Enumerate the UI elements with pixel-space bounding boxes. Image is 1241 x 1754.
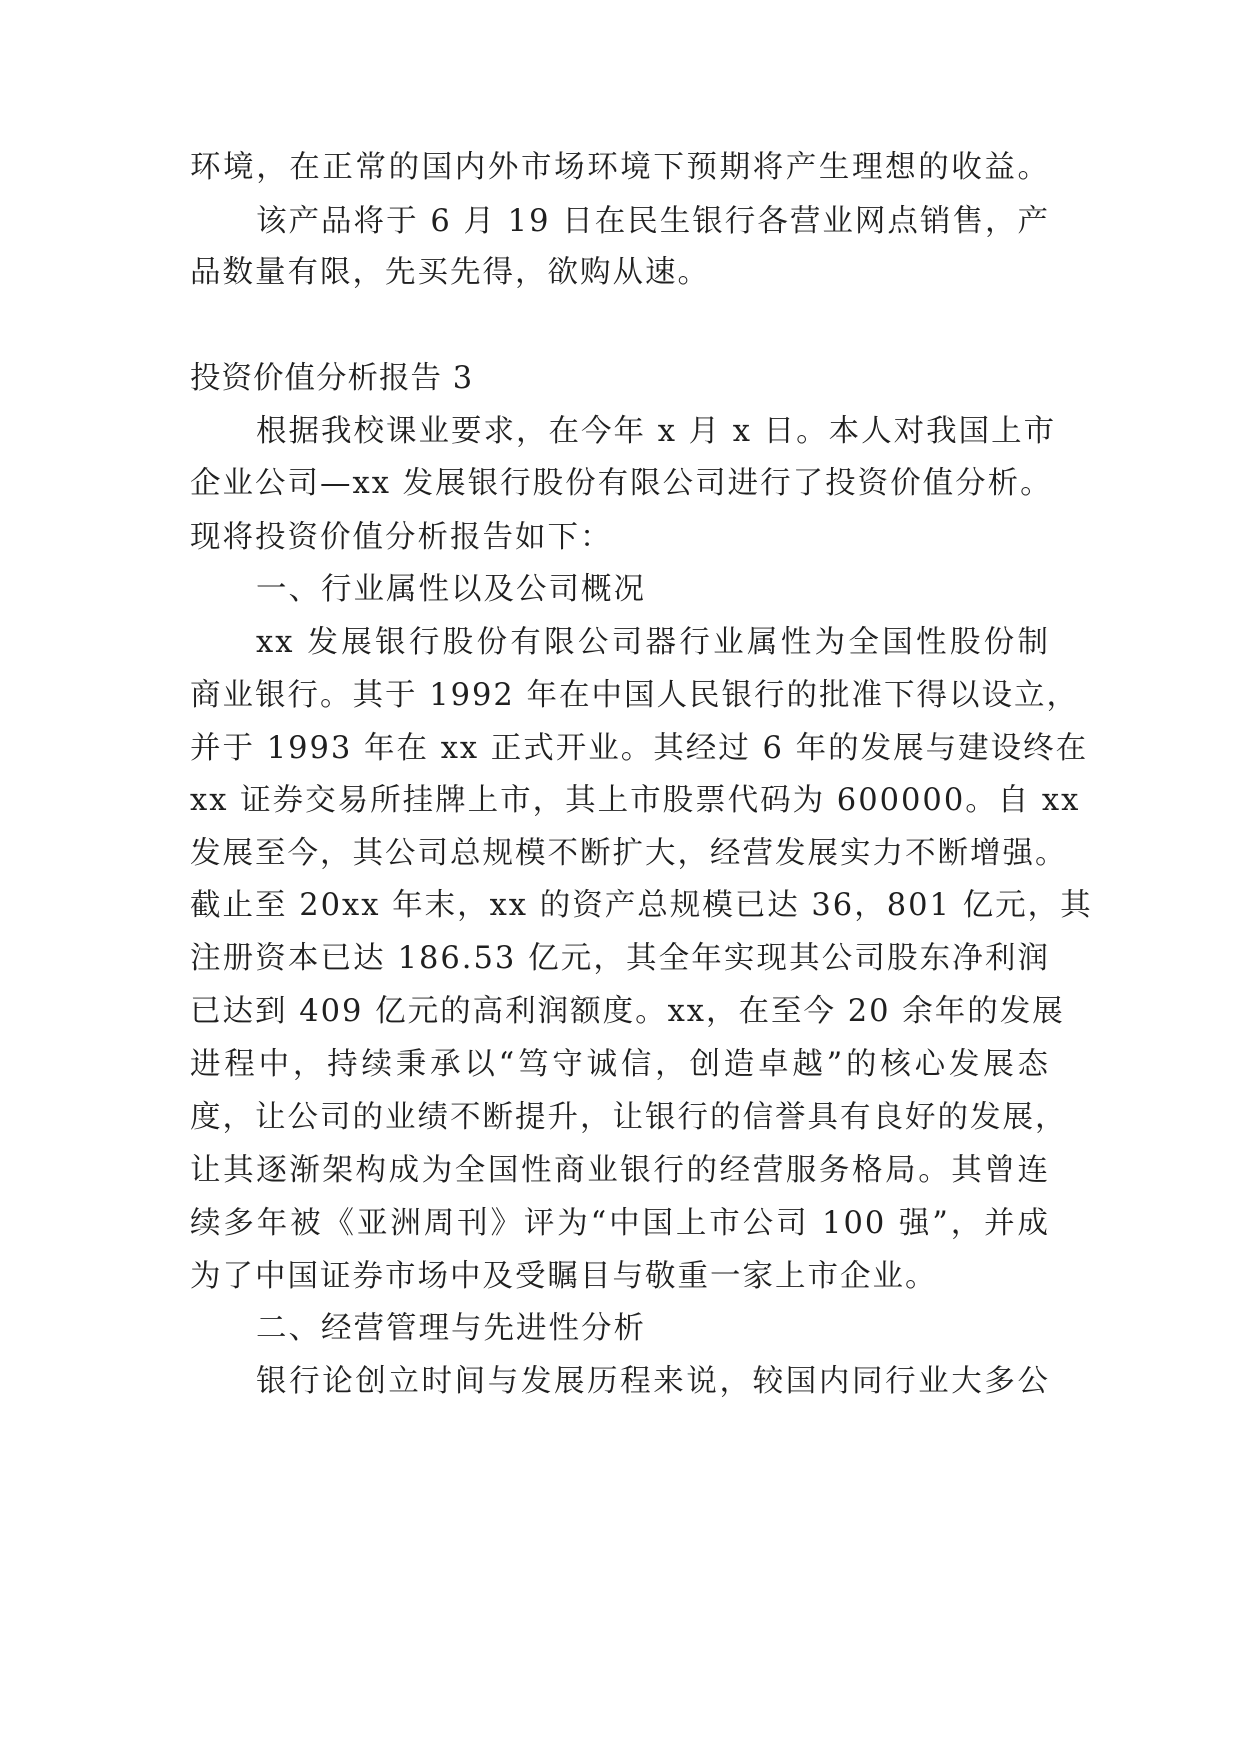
paragraph-line: 已达到 409 亿元的高利润额度。xx，在至今 20 余年的发展	[190, 994, 1065, 1029]
paragraph-line: 进程中，持续秉承以“笃守诚信，创造卓越”的核心发展态	[190, 1047, 1050, 1082]
paragraph-line: 根据我校课业要求，在今年 x 月 x 日。本人对我国上市	[256, 414, 1057, 449]
paragraph-line: 商业银行。其于 1992 年在中国人民银行的批准下得以设立，	[190, 678, 1080, 713]
paragraph-line: 银行论创立时间与发展历程来说，较国内同行业大多公	[256, 1364, 1050, 1399]
paragraph-line: 度，让公司的业绩不断提升，让银行的信誉具有良好的发展，	[190, 1100, 1068, 1135]
paragraph-line: 并于 1993 年在 xx 正式开业。其经过 6 年的发展与建设终在	[190, 731, 1089, 766]
paragraph-line: 截止至 20xx 年末，xx 的资产总规模已达 36，801 亿元，其	[190, 888, 1093, 923]
paragraph-line: xx 证券交易所挂牌上市，其上市股票代码为 600000。自 xx	[190, 783, 1081, 818]
section-title: 投资价值分析报告 3	[190, 361, 474, 396]
paragraph-line: 该产品将于 6 月 19 日在民生银行各营业网点销售，产	[256, 204, 1050, 239]
paragraph-line: 品数量有限，先买先得，欲购从速。	[190, 255, 710, 290]
subsection-heading: 二、经营管理与先进性分析	[256, 1311, 646, 1346]
paragraph-line: 为了中国证券市场中及受瞩目与敬重一家上市企业。	[190, 1259, 938, 1294]
paragraph-line: 现将投资价值分析报告如下：	[190, 520, 613, 555]
paragraph-line: 发展至今，其公司总规模不断扩大，经营发展实力不断增强。	[190, 836, 1068, 871]
paragraph-line: xx 发展银行股份有限公司器行业属性为全国性股份制	[256, 625, 1050, 660]
paragraph-line: 环境，在正常的国内外市场环境下预期将产生理想的收益。	[190, 150, 1050, 185]
subsection-heading: 一、行业属性以及公司概况	[256, 572, 646, 607]
paragraph-line: 续多年被《亚洲周刊》评为“中国上市公司 100 强”，并成	[190, 1206, 1050, 1241]
paragraph-line: 注册资本已达 186.53 亿元，其全年实现其公司股东净利润	[190, 941, 1050, 976]
paragraph-line: 让其逐渐架构成为全国性商业银行的经营服务格局。其曾连	[190, 1153, 1050, 1188]
paragraph-line: 企业公司—xx 发展银行股份有限公司进行了投资价值分析。	[190, 466, 1053, 501]
